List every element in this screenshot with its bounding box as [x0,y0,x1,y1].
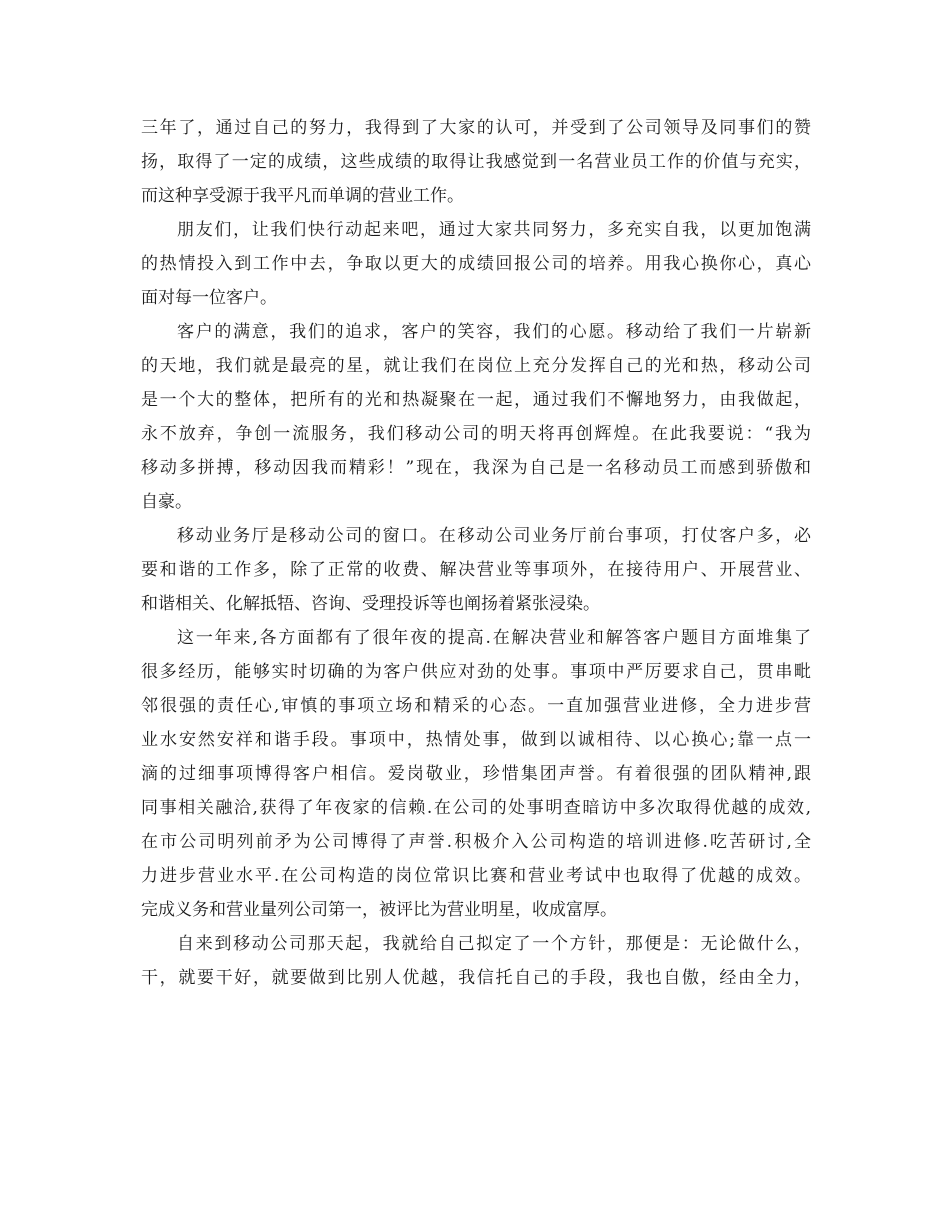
text-line: 力进步营业水平.在公司构造的岗位常识比赛和营业考试中也取得了优越的成效。 [141,866,811,886]
text-line: 的热情投入到工作中去，争取以更大的成绩回报公司的培养。用我心换你心，真心 [141,254,811,274]
text-line: 要和谐的工作多，除了正常的收费、解决营业等事项外，在接待用户、开展营业、 [141,560,811,580]
text-line: 很多经历，能够实时切确的为客户供应对劲的处事。事项中严厉要求自己，贯串毗 [141,662,811,682]
text-line: 移动业务厅是移动公司的窗口。在移动公司业务厅前台事项，打仗客户多，必 [177,526,811,546]
text-line: 邻很强的责任心,审慎的事项立场和精采的心态。一直加强营业进修，全力进步营 [141,696,811,716]
text-line: 完成义务和营业量列公司第一，被评比为营业明星，收成富厚。 [141,900,617,920]
text-line: 自来到移动公司那天起，我就给自己拟定了一个方针，那便是：无论做什么， [177,934,811,954]
text-line: 是一个大的整体，把所有的光和热凝聚在一起，通过我们不懈地努力，由我做起， [141,390,811,410]
text-line: 的天地，我们就是最亮的星，就让我们在岗位上充分发挥自己的光和热，移动公司 [141,356,811,376]
text-line: 而这种享受源于我平凡而单调的营业工作。 [141,186,464,206]
text-line: 在市公司明列前矛为公司博得了声誉.积极介入公司构造的培训进修.吃苦研讨,全 [141,832,811,852]
text-line: 自豪。 [141,492,192,512]
text-line: 朋友们，让我们快行动起来吧，通过大家共同努力，多充实自我，以更加饱满 [177,220,811,240]
text-line: 客户的满意，我们的追求，客户的笑容，我们的心愿。移动给了我们一片崭新 [177,322,811,342]
text-line: 移动多拼搏，移动因我而精彩！”现在，我深为自己是一名移动员工而感到骄傲和 [141,458,811,478]
text-line: 面对每一位客户。 [141,288,277,308]
text-line: 三年了，通过自己的努力，我得到了大家的认可，并受到了公司领导及同事们的赞 [141,118,811,138]
text-line: 同事相关融洽,获得了年夜家的信赖.在公司的处事明查暗访中多次取得优越的成效, [141,798,811,818]
text-line: 扬，取得了一定的成绩，这些成绩的取得让我感觉到一名营业员工作的价值与充实， [141,152,811,172]
document-body [141,111,811,995]
text-line: 和谐相关、化解抵牾、咨询、受理投诉等也阐扬着紧张浸染。 [141,594,600,614]
text-line: 这一年来,各方面都有了很年夜的提高.在解决营业和解答客户题目方面堆集了 [177,628,811,648]
text-line: 干，就要干好，就要做到比别人优越，我信托自己的手段，我也自傲，经由全力， [141,968,811,988]
text-line: 永不放弃，争创一流服务，我们移动公司的明天将再创辉煌。在此我要说：“我为 [141,424,811,444]
text-line: 滴的过细事项博得客户相信。爱岗敬业，珍惜集团声誉。有着很强的团队精神,跟 [141,764,811,784]
text-line: 业水安然安祥和谐手段。事项中，热情处事，做到以诚相待、以心换心;靠一点一 [141,730,811,750]
